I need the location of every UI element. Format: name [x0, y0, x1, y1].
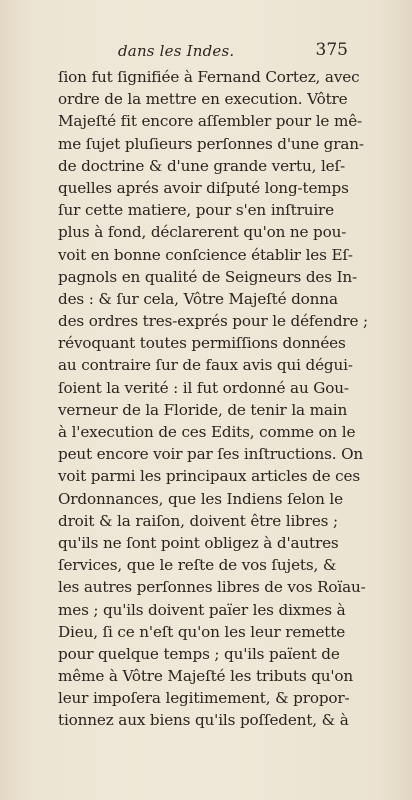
text-line: ſion fut ſignifiée à Fernand Cortez, avec: [58, 68, 360, 86]
text-line: même à Vôtre Majeſté les tributs qu'on: [58, 667, 354, 686]
text-line: ſur cette matiere, pour s'en inſtruire: [58, 201, 334, 220]
text-line: pagnols en qualité de Seigneurs des In-: [58, 267, 358, 286]
text-line: voit parmi les principaux articles de ces: [58, 467, 360, 486]
text-line: droit & la raiſon, doivent être libres ;: [58, 511, 338, 530]
running-title: dans les Indes.: [118, 42, 235, 60]
text-line: verneur de la Floride, de tenir la main: [58, 400, 348, 419]
text-line: mes ; qu'ils doivent païer les dixmes à: [58, 600, 346, 619]
body-text: [58, 66, 369, 732]
text-line: plus à fond, déclarerent qu'on ne pou-: [58, 223, 347, 242]
text-line: Ordonnances, que les Indiens ſelon le: [58, 489, 343, 508]
text-line: Majeſté fit encore aſſembler pour le mê-: [58, 112, 363, 131]
text-line: me ſujet pluſieurs perſonnes d'une gran-: [58, 134, 364, 153]
text-line: révoquant toutes permiſſions données: [58, 334, 346, 353]
text-line: Dieu, ſi ce n'eſt qu'on les leur remette: [58, 622, 346, 641]
text-line: leur impoſera legitimement, & propor-: [58, 689, 350, 708]
text-line: ſoient la verité : il fut ordonné au Gou-: [58, 378, 349, 397]
text-line: à l'execution de ces Edits, comme on le: [58, 423, 356, 441]
text-line: tionnez aux biens qu'ils poſſedent, & à: [58, 711, 349, 730]
text-line: ordre de la mettre en execution. Vôtre: [58, 90, 348, 109]
text-line: des : & ſur cela, Vôtre Majeſté donna: [58, 289, 338, 308]
text-line: peut encore voir par ſes inſtructions. On: [58, 445, 364, 464]
page-number: 375: [315, 40, 348, 60]
text-line: de doctrine & d'une grande vertu, leſ-: [58, 156, 345, 175]
text-line: ſervices, que le reſte de vos ſujets, &: [58, 556, 337, 575]
running-head: [118, 42, 348, 64]
text-line: au contraire ſur de faux avis qui dégui-: [58, 356, 353, 375]
text-line: voit en bonne conſcience établir les Eſ-: [58, 245, 353, 264]
text-line: les autres perſonnes libres de vos Roïau-: [58, 578, 366, 597]
text-line: qu'ils ne ſont point obligez à d'autres: [58, 533, 339, 552]
text-line: pour quelque temps ; qu'ils païent de: [58, 644, 340, 663]
text-line: des ordres tres-exprés pour le défendre ;: [58, 312, 369, 331]
text-line: quelles aprés avoir diſputé long-temps: [58, 178, 349, 197]
